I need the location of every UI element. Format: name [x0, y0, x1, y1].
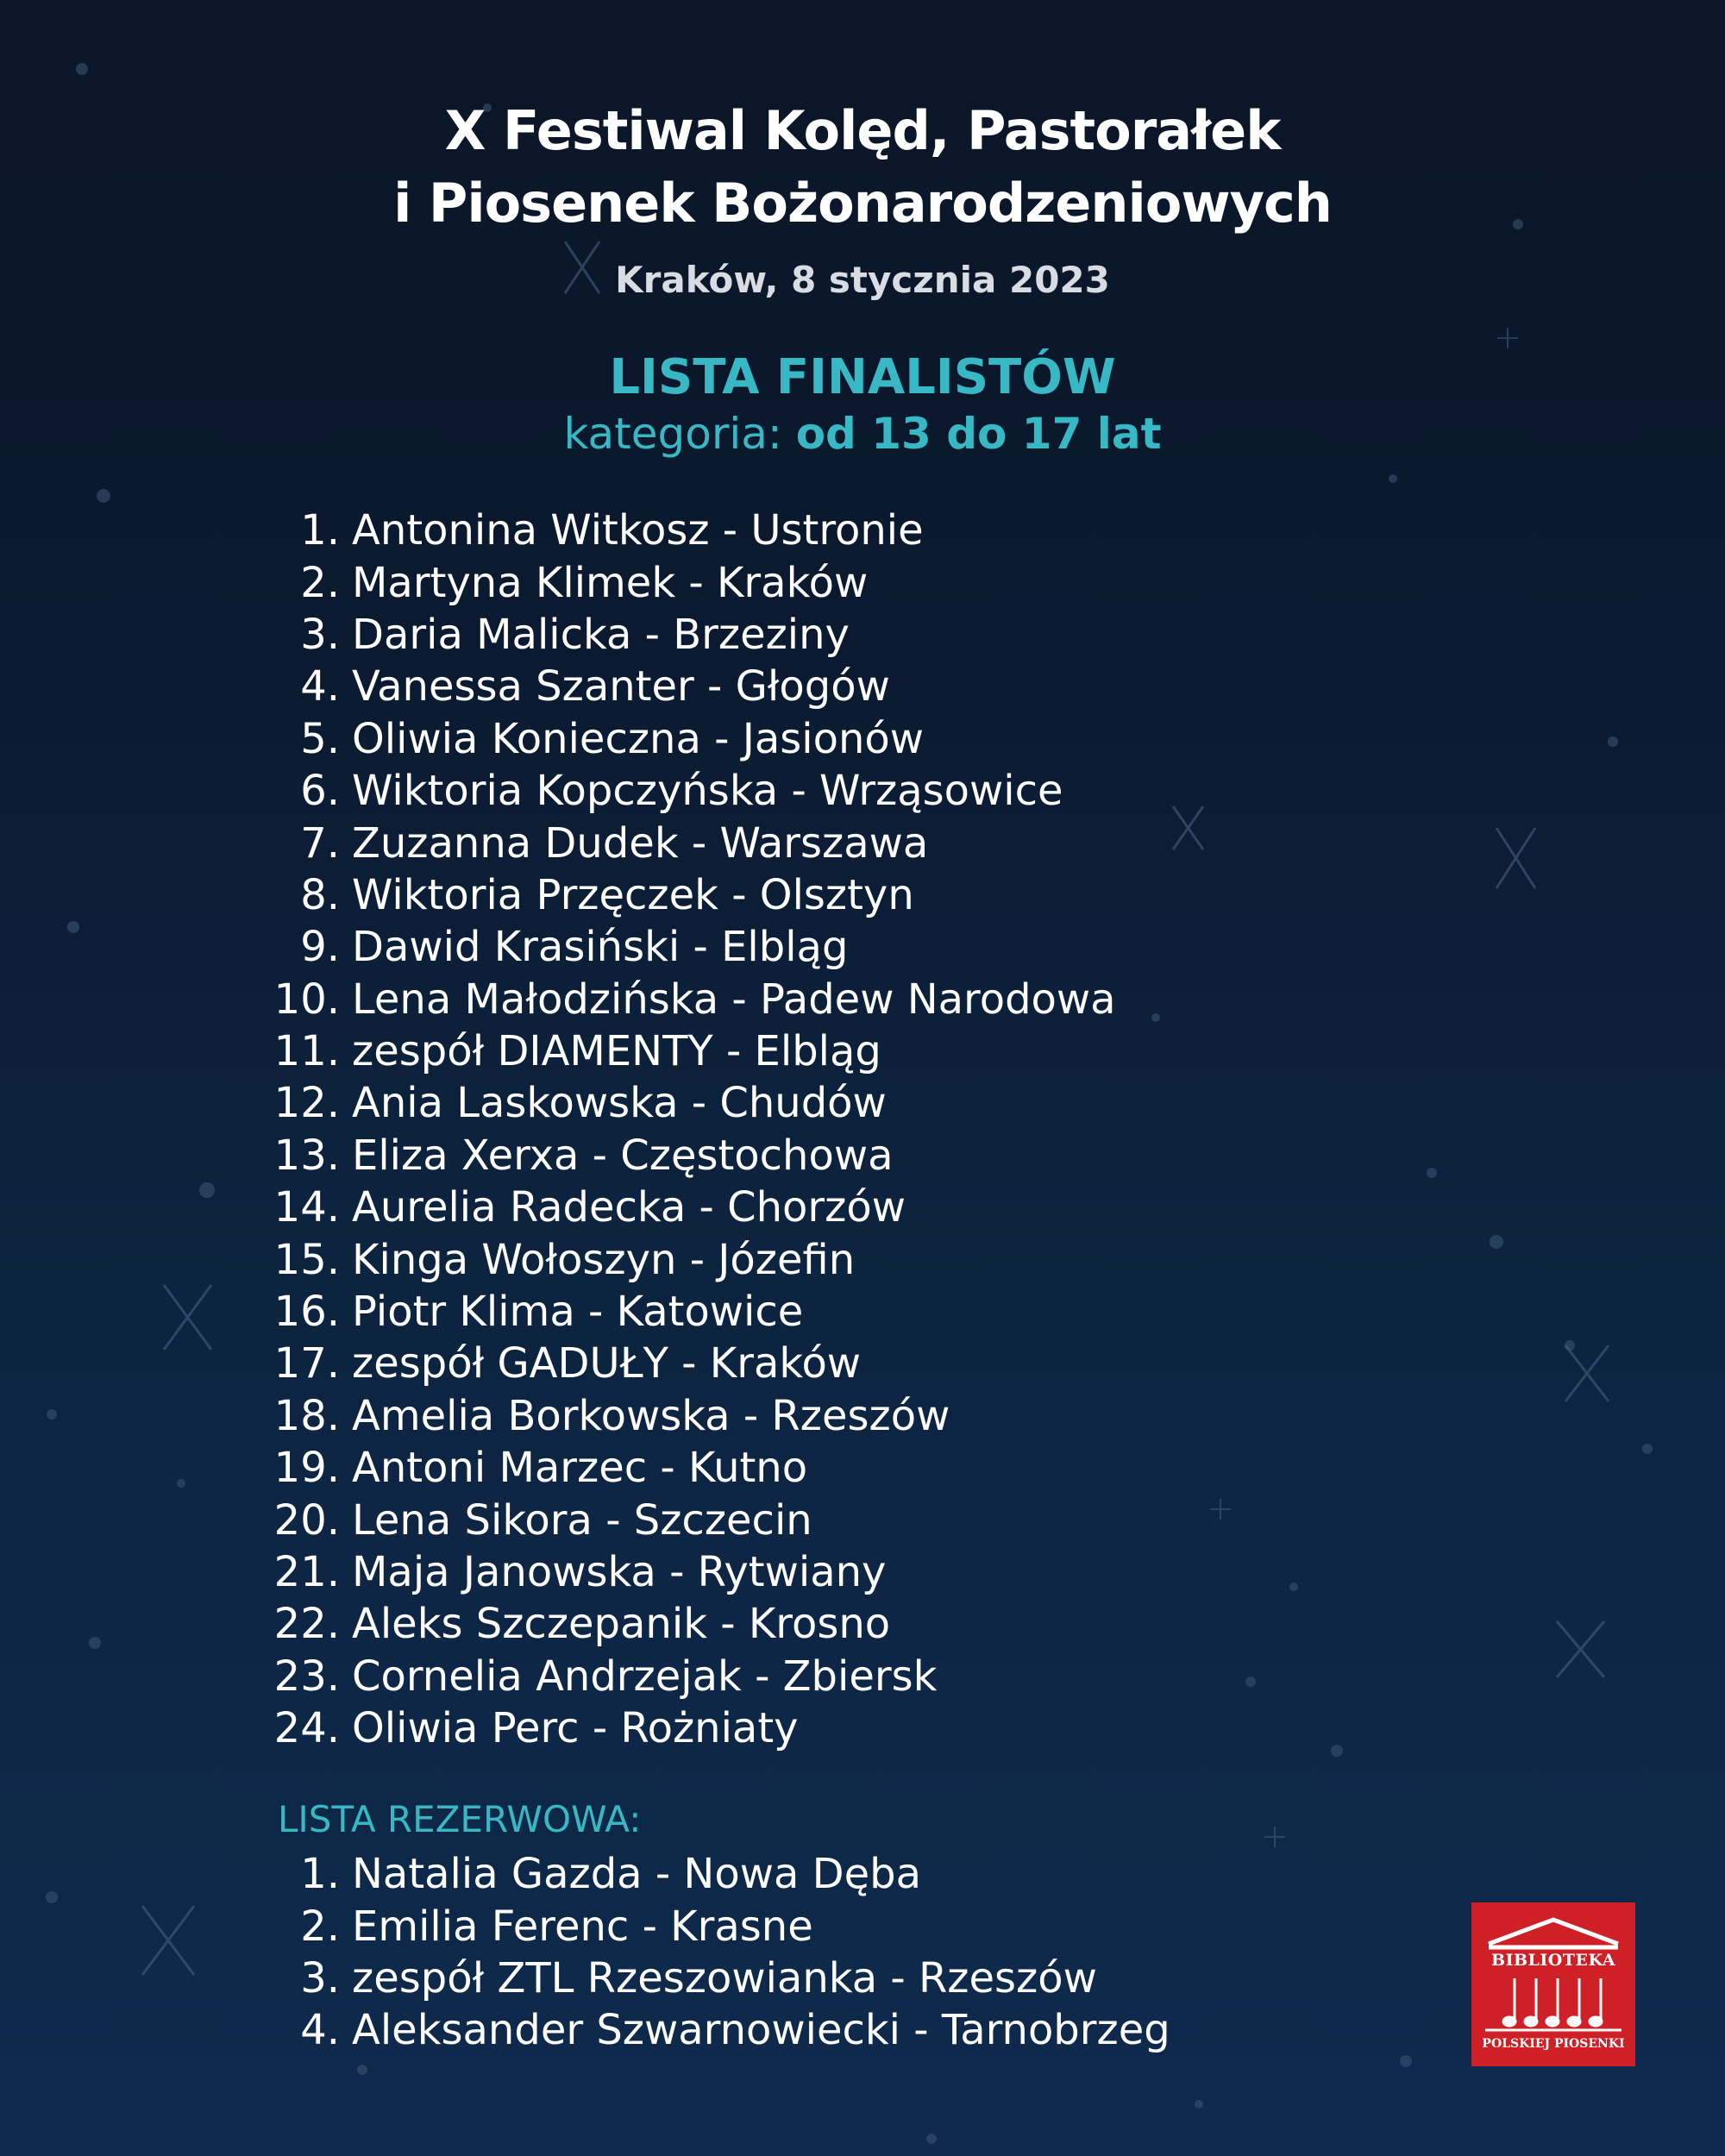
- item-number: 24.: [273, 1704, 340, 1753]
- item-number: 14.: [273, 1183, 340, 1232]
- list-item: [259, 2004, 1552, 2056]
- list-item: [259, 713, 1552, 765]
- logo-text-bottom: POLSKIEJ PIOSENKI: [1482, 2037, 1625, 2051]
- item-text: Antonina Witkosz - Ustronie: [352, 506, 924, 555]
- list-item: [259, 1494, 1552, 1545]
- item-text: Wiktoria Kopczyńska - Wrząsowice: [352, 767, 1063, 816]
- list-item: [259, 1077, 1552, 1129]
- list-item: [259, 1181, 1552, 1233]
- category-line: [0, 409, 1725, 459]
- item-text: Cornelia Andrzejak - Zbiersk: [352, 1651, 938, 1701]
- list-item: [259, 974, 1552, 1025]
- finalists-list: [259, 505, 1552, 1754]
- item-text: Amelia Borkowska - Rzeszów: [352, 1391, 950, 1440]
- list-item: [259, 1651, 1552, 1702]
- reserve-list: [259, 1848, 1552, 2057]
- finalists-list-title: LISTA FINALISTÓW: [609, 349, 1116, 405]
- item-number: 2.: [300, 1902, 340, 1951]
- item-number: 17.: [273, 1339, 340, 1388]
- item-number: 21.: [273, 1548, 340, 1596]
- item-text: zespół GADUŁY - Kraków: [352, 1339, 862, 1388]
- list-item: [259, 505, 1552, 556]
- item-text: Martyna Klimek - Kraków: [352, 558, 869, 607]
- item-number: 6.: [300, 767, 340, 816]
- item-number: 22.: [273, 1600, 340, 1649]
- item-text: Oliwia Perc - Rożniaty: [352, 1704, 799, 1753]
- list-item: [259, 1952, 1552, 2004]
- item-number: 4.: [300, 662, 340, 711]
- list-item: [259, 1442, 1552, 1494]
- list-item: [259, 1025, 1552, 1077]
- item-text: Emilia Ferenc - Krasne: [352, 1902, 813, 1951]
- list-item: [259, 1546, 1552, 1598]
- item-number: 4.: [300, 2006, 340, 2055]
- item-number: 3.: [300, 610, 340, 659]
- item-text: Aleksander Szwarnowiecki - Tarnobrzeg: [352, 2006, 1170, 2055]
- biblioteka-polskiej-piosenki-logo: [1471, 1902, 1635, 2066]
- list-item: [259, 661, 1552, 712]
- item-text: Eliza Xerxa - Częstochowa: [352, 1131, 894, 1180]
- list-item: [259, 817, 1552, 868]
- item-number: 23.: [273, 1651, 340, 1701]
- category-value: od 13 do 17 lat: [795, 409, 1162, 459]
- list-item: [259, 869, 1552, 921]
- item-number: 20.: [273, 1495, 340, 1545]
- item-text: Antoni Marzec - Kutno: [352, 1444, 808, 1493]
- list-item: [259, 1900, 1552, 1952]
- category-label: kategoria:: [563, 409, 782, 459]
- item-text: Aurelia Radecka - Chorzów: [352, 1183, 906, 1232]
- item-number: 1.: [300, 506, 340, 555]
- event-date: Kraków, 8 stycznia 2023: [615, 259, 1110, 301]
- item-text: zespół ZTL Rzeszowianka - Rzeszów: [352, 1953, 1097, 2002]
- item-text: Oliwia Konieczna - Jasionów: [352, 714, 925, 763]
- item-number: 12.: [273, 1079, 340, 1128]
- list-item: [259, 1598, 1552, 1650]
- item-text: Ania Laskowska - Chudów: [352, 1079, 887, 1128]
- item-text: Maja Janowska - Rytwiany: [352, 1548, 887, 1596]
- list-item: [259, 609, 1552, 661]
- item-number: 3.: [300, 1953, 340, 2002]
- item-text: Daria Malicka - Brzeziny: [352, 610, 850, 659]
- list-item: [259, 1390, 1552, 1442]
- item-number: 8.: [300, 870, 340, 919]
- list-item: [259, 921, 1552, 973]
- item-text: Zuzanna Dudek - Warszawa: [352, 818, 929, 868]
- list-item: [259, 1848, 1552, 1900]
- item-number: 13.: [273, 1131, 340, 1180]
- item-text: Wiktoria Przęczek - Olsztyn: [352, 870, 914, 919]
- item-number: 10.: [273, 975, 340, 1024]
- list-item: [259, 1233, 1552, 1285]
- item-text: zespół DIAMENTY - Elbląg: [352, 1027, 881, 1076]
- list-item: [259, 1702, 1552, 1754]
- item-number: 16.: [273, 1288, 340, 1337]
- item-text: Piotr Klima - Katowice: [352, 1288, 804, 1337]
- item-number: 2.: [300, 558, 340, 607]
- item-text: Dawid Krasiński - Elbląg: [352, 923, 849, 972]
- item-number: 11.: [273, 1027, 340, 1076]
- list-item: [259, 1338, 1552, 1389]
- header: [0, 95, 1725, 459]
- list-item: [259, 556, 1552, 608]
- item-text: Aleks Szczepanik - Krosno: [352, 1600, 891, 1649]
- item-number: 19.: [273, 1444, 340, 1493]
- item-text: Vanessa Szanter - Głogów: [352, 662, 890, 711]
- item-number: 9.: [300, 923, 340, 972]
- list-item: [259, 765, 1552, 817]
- item-number: 18.: [273, 1391, 340, 1440]
- item-number: 1.: [300, 1850, 340, 1899]
- reserve-list-title: LISTA REZERWOWA:: [278, 1798, 642, 1840]
- item-text: Lena Sikora - Szczecin: [352, 1495, 812, 1545]
- list-item: [259, 1286, 1552, 1338]
- festival-title-line-2: i Piosenek Bożonarodzeniowych: [393, 172, 1332, 235]
- item-text: Lena Małodzińska - Padew Narodowa: [352, 975, 1116, 1024]
- list-item: [259, 1130, 1552, 1181]
- logo-text-top: BIBLIOTEKA: [1491, 1951, 1615, 1970]
- festival-title-line-1: X Festiwal Kolęd, Pastorałek: [444, 99, 1281, 162]
- item-number: 15.: [273, 1235, 340, 1284]
- item-text: Natalia Gazda - Nowa Dęba: [352, 1850, 921, 1899]
- item-number: 5.: [300, 714, 340, 763]
- item-text: Kinga Wołoszyn - Józefin: [352, 1235, 856, 1284]
- item-number: 7.: [300, 818, 340, 868]
